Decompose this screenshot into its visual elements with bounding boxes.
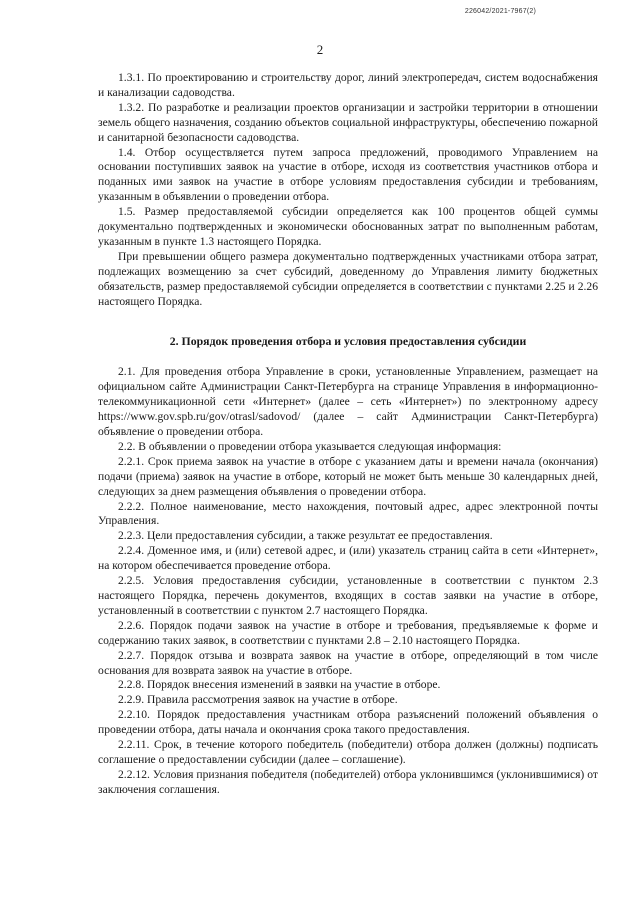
paragraph: 2.2.9. Правила рассмотрения заявок на участие в отборе.: [118, 693, 398, 707]
paragraph: 2.2.10. Порядок предоставления участникам отбора разъяснений положений объявления о проведении отбора, даты начала и окончания срока такого предоставления.: [98, 708, 598, 737]
paragraph: 2.2.7. Порядок отзыва и возврата заявок на участие в отборе, определяющий в том числе основания для возврата заявок на участие в отборе.: [98, 648, 598, 677]
page-number: 2: [316, 42, 324, 57]
paragraph: 1.3.1. По проектированию и строительству дорог, линий электропередач, систем водоснабжения и канализации садоводства.: [98, 71, 598, 99]
paragraph: 2.2. В объявлении о проведении отбора указывается следующая информация:: [118, 439, 502, 453]
paragraph: 2.2.5. Условия предоставления субсидии, установленные в соответствии с пунктом 2.3 настоящего Порядка, перечень документов, входящих в состав заявки на участие в отборе, установленный в соответствии с пунктом 2.7 настоящего Порядка.: [98, 574, 598, 617]
paragraph: 2.1. Для проведения отбора Управление в сроки, установленные Управлением, размещает на официальном сайте Администрации Санкт-Петербурга на странице Управления в информационно-телекоммуникационной сети «Интернет» (далее – сеть «Интернет») по электронному адресу https://www.gov.spb.ru/gov/otrasl/sadovod/ (далее – сайт Администрации Санкт-Петербурга) объявление о проведении отбора.: [98, 365, 598, 439]
paragraph: 2.2.6. Порядок подачи заявок на участие в отборе и требования, предъявляемые к форме и содержанию таких заявок, в соответствии с пунктами 2.8 – 2.10 настоящего Порядка.: [98, 618, 598, 647]
paragraph: 2.2.4. Доменное имя, и (или) сетевой адрес, и (или) указатель страниц сайта в сети «Интернет», на котором обеспечивается проведение отбора.: [98, 544, 598, 573]
paragraph: При превышении общего размера документально подтвержденных участниками отбора затрат, подлежащих возмещению за счет субсидий, доведенному до Управления лимиту бюджетных обязательств, размер предоставляемой субсидии определяется в соответствии с пунктами 2.25 и 2.26 настоящего Порядка.: [98, 249, 598, 308]
paragraph: 2.2.11. Срок, в течение которого победитель (победители) отбора должен (должны) подписать соглашение о предоставлении субсидии (далее – соглашение).: [98, 738, 598, 766]
paragraph: 1.3.2. По разработке и реализации проектов организации и застройки территории в отношении земель общего назначения, созданию объектов социальной инфраструктуры, обеспечению пожарной и санитарной безопасности садоводства.: [98, 100, 598, 144]
paragraph: 1.4. Отбор осуществляется путем запроса предложений, проводимого Управлением на основании поступивших заявок на участие в отборе, исходя из соответствия участников отбора и поданных ими заявок на участие в отборе условиям предоставления субсидии и требованиям, указанным в объявлении о проведении отбора.: [98, 145, 598, 204]
paragraph: 2.2.12. Условия признания победителя (победителей) отбора уклонившимся (уклонившимися) от заключения соглашения.: [98, 767, 598, 796]
document-id: 226042/2021-7967(2): [464, 8, 536, 15]
paragraph: 2.2.2. Полное наименование, место нахождения, почтовый адрес, адрес электронной почты Управления.: [98, 499, 598, 528]
document-body: [98, 71, 598, 798]
paragraph: 2.2.1. Срок приема заявок на участие в отборе с указанием даты и времени начала (окончания) подачи (приема) заявок на участие в отборе, который не может быть меньше 30 календарных дней, следующих за днем размещения объявления о проведении отбора.: [98, 454, 598, 498]
paragraph: 2.2.8. Порядок внесения изменений в заявки на участие в отборе.: [118, 678, 441, 692]
paragraph: 1.5. Размер предоставляемой субсидии определяется как 100 процентов общей суммы документально подтвержденных и экономически обоснованных затрат по выполненным работам, указанным в пункте 1.3 настоящего Порядка.: [98, 205, 598, 248]
section-heading: 2. Порядок проведения отбора и условия предоставления субсидии: [169, 333, 527, 348]
paragraph: 2.2.3. Цели предоставления субсидии, а также результат ее предоставления.: [118, 529, 493, 543]
